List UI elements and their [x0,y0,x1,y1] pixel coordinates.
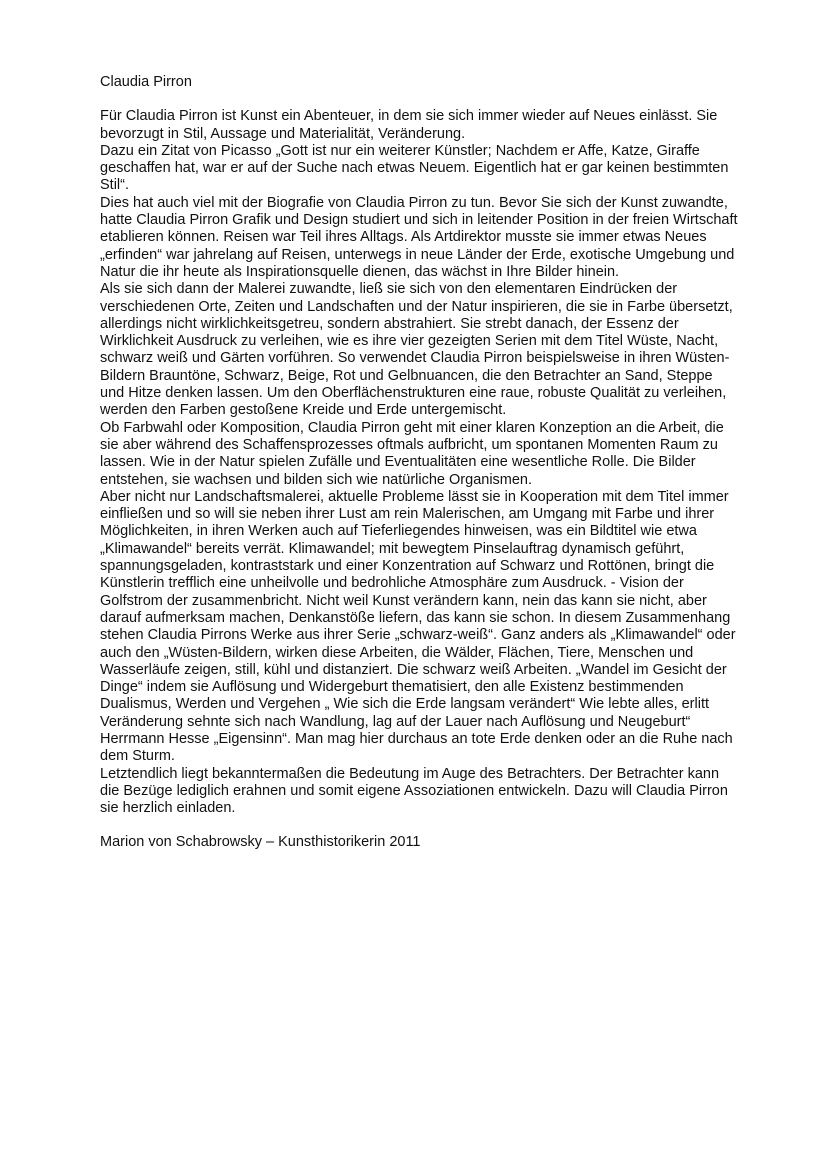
paragraph-conclusion: Letztendlich liegt bekanntermaßen die Bedeutung im Auge des Betrachters. Der Betrachter kann die Bezüge lediglich erahnen und somit eigene Assoziationen entwickeln. Dazu will Claudia Pirron sie herzlich einladen. [100,765,728,817]
paragraph-climate: Aber nicht nur Landschaftsmalerei, aktuelle Probleme lässt sie in Kooperation mit dem Titel immer einfließen und so will sie neben ihrer Lust am rein Malerischen, am Umgang mit Farbe und ihrer Möglichkeiten, in ihren Werken auch auf Tieferliegendes hinweisen, was ein Bildtitel wie etwa „Klimawandel“ bereits verrät. Klimawandel; mit bewegtem Pinselauftrag dynamisch geführt, spannungsgeladen, kontraststark und einer Konzentration auf Schwarz und Rottönen, bringt die Künstlerin trefflich eine unheilvolle und bedrohliche Atmosphäre zum Ausdruck. - Vision der Golfstrom der zusammenbricht. Nicht weil Kunst verändern kann, nein das kann sie nicht, aber darauf aufmerksam machen, Denkanstöße liefern, das kann sie schon. In diesem Zusammenhang stehen Claudia Pirrons Werke aus ihrer Serie „schwarz-weiß“. Ganz anders als „Klimawandel“ oder auch den „Wüsten-Bildern, wirken diese Arbeiten, die Wälder, Flächen, Tiere, Menschen und Wasserläufe zeigen, still, kühl und distanziert. Die schwarz weiß Arbeiten. „Wandel im Gesicht der Dinge“ indem sie Auflösung und Widergeburt thematisiert, den alle Existenz bestimmenden Dualismus, Werden und Vergehen „ Wie sich die Erde langsam verändert“ Wie lebte alles, erlitt Veränderung sehnte sich nach Wandlung, lag auf der Lauer nach Auflösung und Neugeburt“ Herrmann Hesse „Eigensinn“. Man mag hier durchaus an tote Erde denken oder an die Ruhe nach dem Sturm. [100,488,736,765]
paragraph-biography: Dies hat auch viel mit der Biografie von Claudia Pirron zu tun. Bevor Sie sich der Kunst zuwandte, hatte Claudia Pirron Grafik und Design studiert und sich in leitender Position in der freien Wirtschaft etablieren können. Reisen war Teil ihres Alltags. Als Artdirektor musste sie immer etwas Neues „erfinden“ war jahrelang auf Reisen, unterwegs in neue Länder der Erde, exotische Umgebung und Natur die ihr heute als Inspirationsquelle dienen, das wächst in Ihre Bilder hinein. [100,194,738,280]
paragraph-composition: Ob Farbwahl oder Komposition, Claudia Pirron geht mit einer klaren Konzeption an die Arbeit, die sie aber während des Schaffensprozesses oftmals aufbricht, um spontanen Momenten Raum zu lassen. Wie in der Natur spielen Zufälle und Eventualitäten eine wesentliche Rolle. Die Bilder entstehen, sie wachsen und bilden sich wie natürliche Organismen. [100,419,724,488]
document-title: Claudia Pirron [100,74,192,90]
paragraph-painting: Als sie sich dann der Malerei zuwandte, ließ sie sich von den elementaren Eindrücken der verschiedenen Orte, Zeiten und Landschaften und der Natur inspirieren, die sie in Farbe übersetzt, allerdings nicht wirklichkeitsgetreu, sondern abstrahiert. Sie strebt danach, der Essenz der Wirklichkeit Ausdruck zu verleihen, wie es ihre vier gezeigten Serien mit dem Titel Wüste, Nacht, schwarz weiß und Gärten vorführen. So verwendet Claudia Pirron beispielsweise in ihren Wüsten- Bildern Brauntöne, Schwarz, Beige, Rot und Gelbnuancen, die den Betrachter an Sand, Steppe und Hitze denken lassen. Um den Oberflächenstrukturen eine raue, robuste Qualität zu verleihen, werden den Farben gestoßene Kreide und Erde untergemischt. [100,281,733,419]
document-body [100,108,780,817]
paragraph-picasso-quote: Dazu ein Zitat von Picasso „Gott ist nur ein weiterer Künstler; Nachdem er Affe, Katze, Giraffe geschaffen hat, war er auf der Suche nach etwas Neuem. Eigentlich hat er gar keinen bestimmten Stil“. [100,142,729,194]
document-page [100,74,780,852]
paragraph-intro: Für Claudia Pirron ist Kunst ein Abenteuer, in dem sie sich immer wieder auf Neues einlässt. Sie bevorzugt in Stil, Aussage und Materialität, Veränderung. [100,108,718,142]
document-signature: Marion von Schabrowsky – Kunsthistorikerin 2011 [100,834,421,851]
